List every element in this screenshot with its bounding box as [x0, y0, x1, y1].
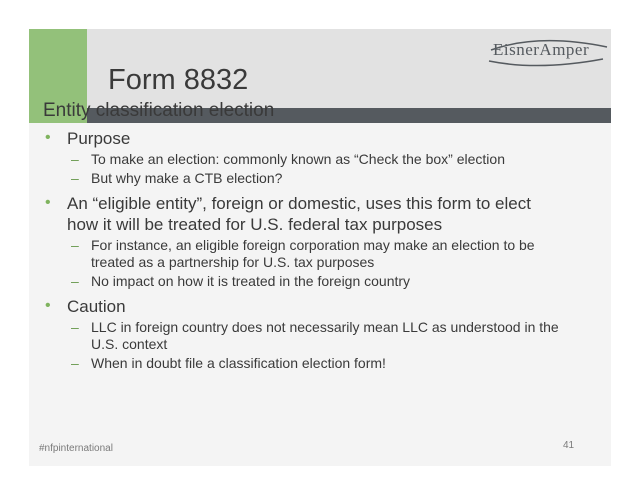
bullet-list [43, 128, 563, 372]
dash-icon: – [71, 355, 79, 371]
bullet-text: Purpose [67, 129, 131, 148]
dash-icon: – [71, 319, 79, 335]
sub-bullet-text: No impact on how it is treated in the foreign country [91, 273, 411, 289]
bullet-item [43, 296, 563, 372]
dash-icon: – [71, 273, 79, 289]
sub-bullet-text: When in doubt file a classification election form! [91, 355, 386, 371]
sub-bullet-list [67, 151, 563, 187]
bullet-text: Caution [67, 297, 126, 316]
bullet-item [43, 193, 563, 290]
sub-bullet-text: But why make a CTB election? [91, 170, 283, 186]
eisneramper-logo [479, 37, 609, 67]
bullet-icon: • [45, 297, 51, 314]
content-subtitle: Entity classification election [43, 100, 275, 121]
sub-bullet-item [67, 237, 563, 271]
page-number: 41 [563, 440, 575, 451]
bullet-text: An “eligible entity”, foreign or domestic, uses this form to elect how it will be treated for U.S. federal tax purposes [67, 194, 531, 234]
logo-text: EisnerAmper [493, 40, 590, 59]
bullet-icon: • [45, 129, 51, 146]
dash-icon: – [71, 151, 79, 167]
dash-icon: – [71, 237, 79, 253]
sub-bullet-item [67, 355, 563, 372]
bullet-item [43, 128, 563, 187]
sub-bullet-item [67, 170, 563, 187]
sub-bullet-text: LLC in foreign country does not necessarily mean LLC as understood in the U.S. context [91, 319, 559, 352]
sub-bullet-text: For instance, an eligible foreign corporation may make an election to be treated as a partnership for U.S. tax purposes [91, 237, 535, 270]
sub-bullet-item [67, 319, 563, 353]
slide-content [43, 100, 563, 378]
sub-bullet-list [67, 319, 563, 372]
dash-icon: – [71, 170, 79, 186]
slide-title: Form 8832 [108, 64, 249, 96]
sub-bullet-text: To make an election: commonly known as “Check the box” election [91, 151, 505, 167]
sub-bullet-item [67, 151, 563, 168]
sub-bullet-item [67, 273, 563, 290]
bullet-icon: • [45, 194, 51, 211]
sub-bullet-list [67, 237, 563, 290]
footer-hashtag: #nfpinternational [39, 443, 113, 454]
